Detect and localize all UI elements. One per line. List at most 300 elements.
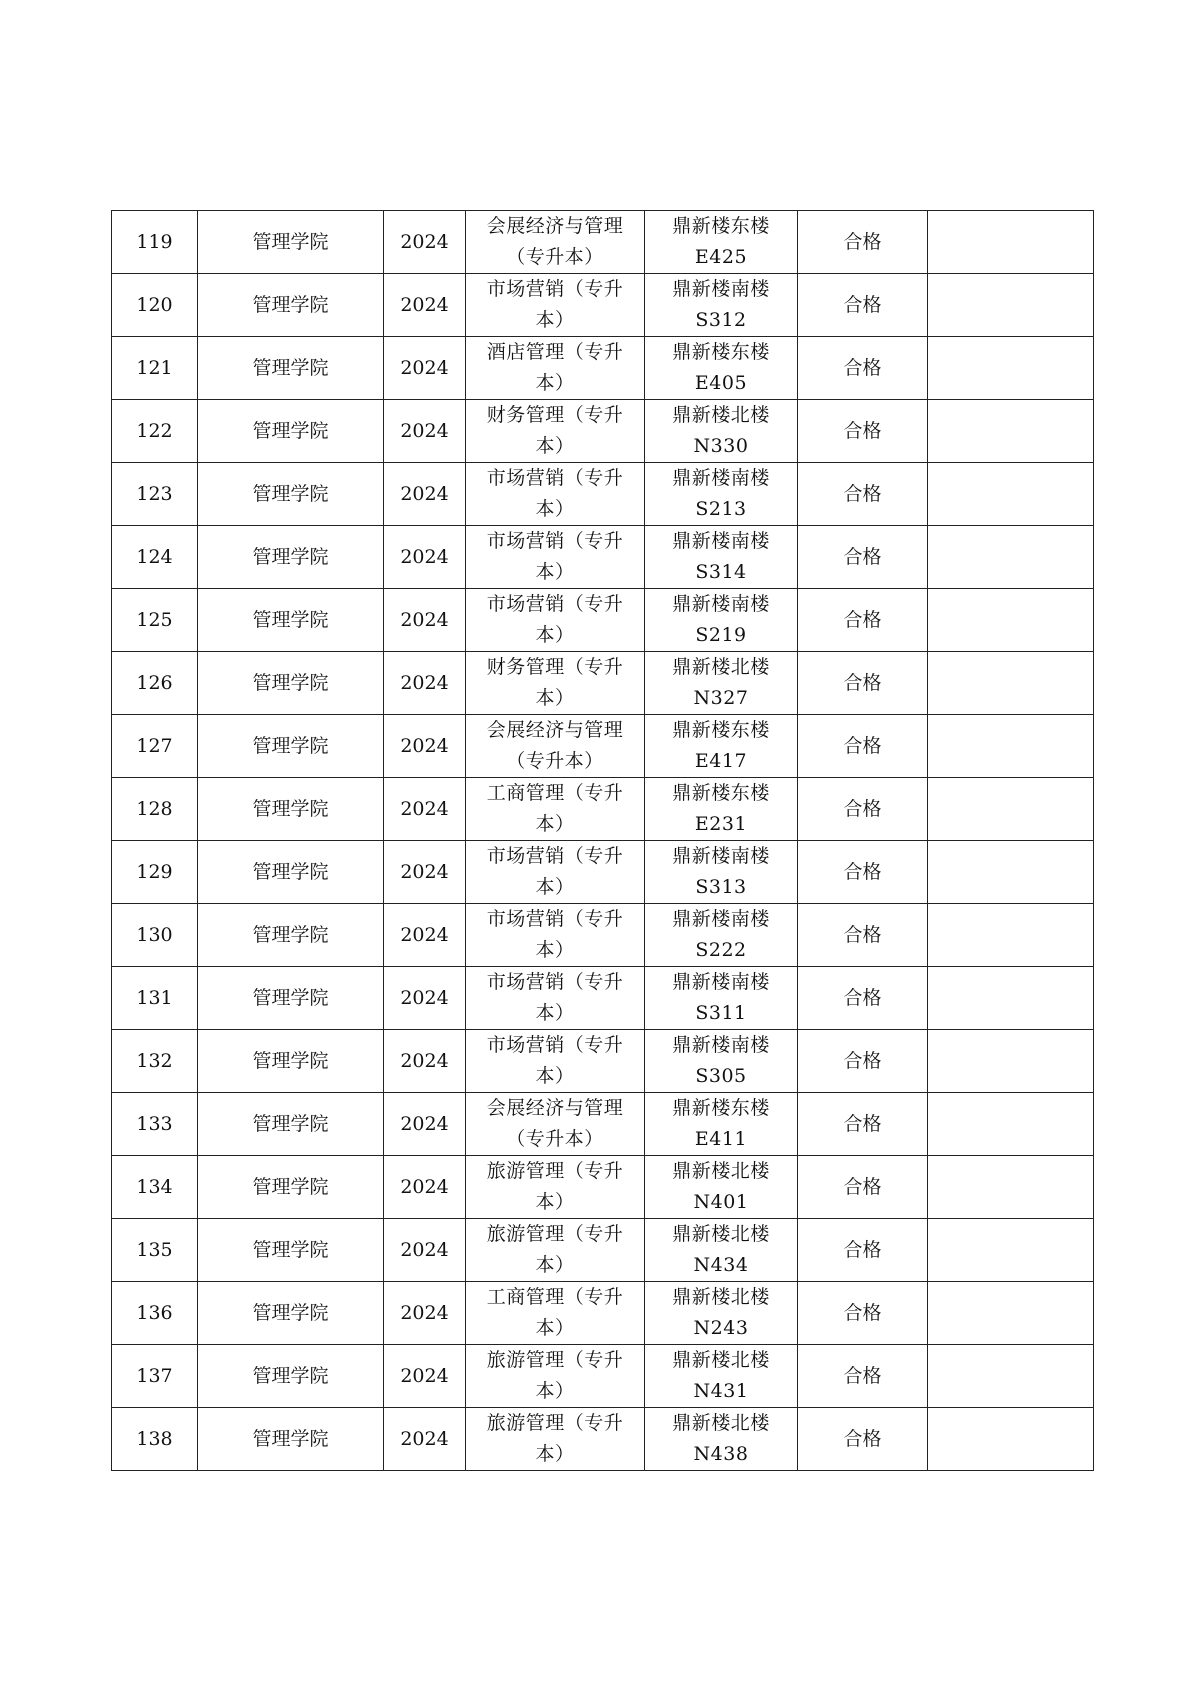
major-cell-major-l2-text: （专升本） [506, 1128, 604, 1150]
row-number-cell-no-text: 138 [136, 1427, 173, 1450]
major-cell-major-l1-text: 工商管理（专升 [486, 782, 624, 804]
row-number-cell-no-text: 136 [136, 1301, 173, 1324]
major-cell-major-l2-text: 本） [535, 435, 575, 457]
year-cell [384, 1408, 466, 1471]
dormitory-inspection-table [111, 210, 1094, 1471]
major-cell-major-l1-text: 市场营销（专升 [486, 467, 624, 489]
result-cell-result-text: 合格 [843, 797, 882, 820]
table-row [112, 463, 1094, 526]
major-cell-major-l1-text: 市场营销（专升 [486, 908, 624, 930]
row-number-cell [112, 778, 198, 841]
room-cell [645, 400, 798, 463]
major-cell-major-l2-text: 本） [535, 1002, 575, 1024]
year-cell-year-text: 2024 [400, 860, 449, 883]
year-cell-year-text: 2024 [400, 356, 449, 379]
year-cell [384, 400, 466, 463]
result-cell-result-text: 合格 [843, 671, 882, 694]
major-cell-major-l2-text: 本） [535, 372, 575, 394]
college-cell [198, 904, 384, 967]
remark-cell [928, 778, 1094, 841]
result-cell [798, 1030, 928, 1093]
row-number-cell-no-text: 131 [136, 986, 173, 1009]
remark-cell [928, 526, 1094, 589]
year-cell-year-text: 2024 [400, 1301, 449, 1324]
major-cell-major-l2-text: 本） [535, 1254, 575, 1276]
result-cell-result-text: 合格 [843, 293, 882, 316]
college-cell-college-text: 管理学院 [252, 671, 329, 694]
year-cell-year-text: 2024 [400, 419, 449, 442]
major-cell-major-l1-text: 市场营销（专升 [486, 530, 624, 552]
college-cell-college-text: 管理学院 [252, 545, 329, 568]
room-cell-building-text: 鼎新楼南楼 [672, 593, 770, 615]
room-cell-room-text: S222 [695, 939, 747, 961]
room-cell-room-text: E425 [694, 246, 748, 268]
table-row [112, 967, 1094, 1030]
college-cell-college-text: 管理学院 [252, 986, 329, 1009]
major-cell-major-l1-text: 旅游管理（专升 [486, 1412, 624, 1434]
year-cell-year-text: 2024 [400, 230, 449, 253]
row-number-cell-no-text: 128 [136, 797, 173, 820]
result-cell [798, 1282, 928, 1345]
college-cell-college-text: 管理学院 [252, 1112, 329, 1135]
major-cell [466, 904, 645, 967]
major-cell-major-l1-text: 工商管理（专升 [486, 1286, 624, 1308]
result-cell-result-text: 合格 [843, 230, 882, 253]
room-cell [645, 1282, 798, 1345]
table-row [112, 841, 1094, 904]
table-body [112, 211, 1094, 1471]
major-cell [466, 1408, 645, 1471]
table-row [112, 211, 1094, 274]
room-cell [645, 463, 798, 526]
room-cell-room-text: S312 [695, 309, 747, 331]
row-number-cell [112, 1219, 198, 1282]
major-cell [466, 1093, 645, 1156]
row-number-cell-no-text: 135 [136, 1238, 173, 1261]
table-row [112, 904, 1094, 967]
row-number-cell [112, 1408, 198, 1471]
college-cell-college-text: 管理学院 [252, 230, 329, 253]
result-cell-result-text: 合格 [843, 1112, 882, 1135]
major-cell-major-l1-text: 旅游管理（专升 [486, 1349, 624, 1371]
remark-cell [928, 463, 1094, 526]
room-cell-building-text: 鼎新楼北楼 [672, 1286, 770, 1308]
college-cell [198, 274, 384, 337]
college-cell-college-text: 管理学院 [252, 356, 329, 379]
remark-cell [928, 1156, 1094, 1219]
result-cell-result-text: 合格 [843, 923, 882, 946]
college-cell [198, 1093, 384, 1156]
major-cell-major-l1-text: 会展经济与管理 [486, 719, 624, 741]
room-cell [645, 715, 798, 778]
college-cell [198, 1408, 384, 1471]
row-number-cell-no-text: 132 [136, 1049, 173, 1072]
year-cell [384, 967, 466, 1030]
result-cell-result-text: 合格 [843, 1049, 882, 1072]
result-cell-result-text: 合格 [843, 608, 882, 631]
college-cell [198, 1219, 384, 1282]
college-cell [198, 589, 384, 652]
major-cell [466, 778, 645, 841]
row-number-cell-no-text: 127 [136, 734, 173, 757]
result-cell [798, 778, 928, 841]
remark-cell [928, 1345, 1094, 1408]
year-cell [384, 652, 466, 715]
room-cell-room-text: S313 [695, 876, 747, 898]
row-number-cell [112, 211, 198, 274]
major-cell-major-l2-text: 本） [535, 561, 575, 583]
college-cell-college-text: 管理学院 [252, 1049, 329, 1072]
year-cell-year-text: 2024 [400, 734, 449, 757]
result-cell [798, 841, 928, 904]
college-cell [198, 211, 384, 274]
result-cell [798, 589, 928, 652]
major-cell [466, 1030, 645, 1093]
year-cell-year-text: 2024 [400, 545, 449, 568]
row-number-cell [112, 589, 198, 652]
major-cell-major-l1-text: 财务管理（专升 [486, 656, 624, 678]
room-cell-building-text: 鼎新楼东楼 [672, 1097, 770, 1119]
major-cell-major-l1-text: 会展经济与管理 [486, 215, 624, 237]
result-cell-result-text: 合格 [843, 1238, 882, 1261]
row-number-cell-no-text: 122 [136, 419, 173, 442]
room-cell-room-text: S219 [695, 624, 747, 646]
row-number-cell [112, 841, 198, 904]
room-cell-building-text: 鼎新楼东楼 [672, 782, 770, 804]
table-row [112, 589, 1094, 652]
college-cell-college-text: 管理学院 [252, 608, 329, 631]
room-cell [645, 904, 798, 967]
major-cell [466, 1219, 645, 1282]
result-cell [798, 1345, 928, 1408]
remark-cell [928, 1408, 1094, 1471]
room-cell-building-text: 鼎新楼东楼 [672, 341, 770, 363]
major-cell [466, 463, 645, 526]
college-cell [198, 715, 384, 778]
major-cell-major-l2-text: 本） [535, 687, 575, 709]
major-cell-major-l1-text: 旅游管理（专升 [486, 1223, 624, 1245]
result-cell [798, 652, 928, 715]
result-cell [798, 211, 928, 274]
major-cell-major-l1-text: 会展经济与管理 [486, 1097, 624, 1119]
college-cell [198, 337, 384, 400]
room-cell-room-text: N327 [693, 687, 749, 709]
row-number-cell [112, 1093, 198, 1156]
college-cell [198, 841, 384, 904]
major-cell [466, 211, 645, 274]
major-cell [466, 1282, 645, 1345]
row-number-cell-no-text: 120 [136, 293, 173, 316]
year-cell-year-text: 2024 [400, 986, 449, 1009]
college-cell-college-text: 管理学院 [252, 860, 329, 883]
room-cell-room-text: N438 [693, 1443, 749, 1465]
result-cell-result-text: 合格 [843, 1175, 882, 1198]
college-cell [198, 778, 384, 841]
year-cell-year-text: 2024 [400, 797, 449, 820]
year-cell [384, 715, 466, 778]
result-cell-result-text: 合格 [843, 419, 882, 442]
row-number-cell-no-text: 125 [136, 608, 173, 631]
year-cell [384, 526, 466, 589]
major-cell-major-l1-text: 市场营销（专升 [486, 278, 624, 300]
room-cell-room-text: N431 [693, 1380, 749, 1402]
result-cell-result-text: 合格 [843, 1364, 882, 1387]
table-row [112, 1219, 1094, 1282]
major-cell [466, 400, 645, 463]
result-cell [798, 274, 928, 337]
row-number-cell [112, 274, 198, 337]
major-cell-major-l2-text: 本） [535, 1380, 575, 1402]
remark-cell [928, 1093, 1094, 1156]
major-cell-major-l1-text: 市场营销（专升 [486, 593, 624, 615]
major-cell-major-l1-text: 酒店管理（专升 [486, 341, 624, 363]
result-cell-result-text: 合格 [843, 734, 882, 757]
room-cell [645, 1156, 798, 1219]
room-cell [645, 337, 798, 400]
year-cell [384, 589, 466, 652]
year-cell-year-text: 2024 [400, 1427, 449, 1450]
remark-cell [928, 967, 1094, 1030]
row-number-cell [112, 1156, 198, 1219]
result-cell [798, 1408, 928, 1471]
remark-cell [928, 652, 1094, 715]
major-cell-major-l1-text: 旅游管理（专升 [486, 1160, 624, 1182]
table-row [112, 652, 1094, 715]
year-cell-year-text: 2024 [400, 1175, 449, 1198]
result-cell [798, 463, 928, 526]
major-cell [466, 526, 645, 589]
college-cell [198, 1345, 384, 1408]
year-cell [384, 1093, 466, 1156]
row-number-cell-no-text: 130 [136, 923, 173, 946]
room-cell [645, 1345, 798, 1408]
row-number-cell [112, 715, 198, 778]
result-cell [798, 1219, 928, 1282]
college-cell [198, 400, 384, 463]
major-cell-major-l2-text: 本） [535, 498, 575, 520]
row-number-cell-no-text: 126 [136, 671, 173, 694]
year-cell [384, 1030, 466, 1093]
room-cell-room-text: S311 [695, 1002, 747, 1024]
row-number-cell-no-text: 134 [136, 1175, 173, 1198]
major-cell-major-l2-text: （专升本） [506, 750, 604, 772]
room-cell-building-text: 鼎新楼南楼 [672, 971, 770, 993]
college-cell-college-text: 管理学院 [252, 734, 329, 757]
result-cell-result-text: 合格 [843, 1301, 882, 1324]
room-cell [645, 1093, 798, 1156]
row-number-cell [112, 337, 198, 400]
row-number-cell-no-text: 124 [136, 545, 173, 568]
room-cell-building-text: 鼎新楼北楼 [672, 656, 770, 678]
row-number-cell-no-text: 129 [136, 860, 173, 883]
row-number-cell [112, 1345, 198, 1408]
remark-cell [928, 715, 1094, 778]
row-number-cell-no-text: 119 [136, 230, 173, 253]
row-number-cell [112, 967, 198, 1030]
room-cell-building-text: 鼎新楼东楼 [672, 719, 770, 741]
result-cell-result-text: 合格 [843, 545, 882, 568]
room-cell-building-text: 鼎新楼北楼 [672, 1412, 770, 1434]
year-cell-year-text: 2024 [400, 1238, 449, 1261]
result-cell [798, 337, 928, 400]
room-cell-building-text: 鼎新楼北楼 [672, 1160, 770, 1182]
row-number-cell-no-text: 121 [136, 356, 173, 379]
result-cell-result-text: 合格 [843, 860, 882, 883]
table-row [112, 1030, 1094, 1093]
room-cell-building-text: 鼎新楼南楼 [672, 1034, 770, 1056]
major-cell-major-l2-text: 本） [535, 939, 575, 961]
year-cell [384, 904, 466, 967]
major-cell [466, 1345, 645, 1408]
major-cell-major-l2-text: 本） [535, 1443, 575, 1465]
row-number-cell [112, 463, 198, 526]
major-cell-major-l1-text: 市场营销（专升 [486, 1034, 624, 1056]
table-row [112, 274, 1094, 337]
major-cell-major-l1-text: 市场营销（专升 [486, 845, 624, 867]
row-number-cell-no-text: 137 [136, 1364, 173, 1387]
major-cell [466, 337, 645, 400]
major-cell [466, 967, 645, 1030]
year-cell-year-text: 2024 [400, 1049, 449, 1072]
college-cell [198, 652, 384, 715]
room-cell-room-text: E405 [694, 372, 748, 394]
room-cell-room-text: E411 [694, 1128, 748, 1150]
college-cell [198, 967, 384, 1030]
row-number-cell [112, 1282, 198, 1345]
result-cell [798, 904, 928, 967]
table-row [112, 1282, 1094, 1345]
result-cell [798, 715, 928, 778]
room-cell [645, 526, 798, 589]
room-cell-room-text: N330 [693, 435, 749, 457]
year-cell [384, 274, 466, 337]
row-number-cell [112, 652, 198, 715]
remark-cell [928, 1219, 1094, 1282]
room-cell-room-text: E417 [694, 750, 748, 772]
row-number-cell-no-text: 133 [136, 1112, 173, 1135]
result-cell [798, 1093, 928, 1156]
major-cell [466, 841, 645, 904]
room-cell-building-text: 鼎新楼北楼 [672, 1349, 770, 1371]
remark-cell [928, 400, 1094, 463]
result-cell-result-text: 合格 [843, 356, 882, 379]
room-cell-building-text: 鼎新楼南楼 [672, 530, 770, 552]
college-cell [198, 1156, 384, 1219]
room-cell-room-text: E231 [694, 813, 748, 835]
room-cell [645, 841, 798, 904]
college-cell [198, 463, 384, 526]
major-cell [466, 589, 645, 652]
major-cell-major-l2-text: 本） [535, 1191, 575, 1213]
major-cell [466, 652, 645, 715]
table-row [112, 337, 1094, 400]
table-row [112, 715, 1094, 778]
year-cell [384, 211, 466, 274]
result-cell-result-text: 合格 [843, 482, 882, 505]
college-cell [198, 1282, 384, 1345]
college-cell-college-text: 管理学院 [252, 1301, 329, 1324]
table-row [112, 1156, 1094, 1219]
room-cell [645, 1030, 798, 1093]
year-cell [384, 1156, 466, 1219]
year-cell-year-text: 2024 [400, 608, 449, 631]
row-number-cell [112, 1030, 198, 1093]
remark-cell [928, 274, 1094, 337]
room-cell-building-text: 鼎新楼南楼 [672, 467, 770, 489]
room-cell-room-text: N401 [693, 1191, 749, 1213]
room-cell [645, 1219, 798, 1282]
row-number-cell [112, 526, 198, 589]
college-cell-college-text: 管理学院 [252, 1175, 329, 1198]
year-cell [384, 337, 466, 400]
year-cell-year-text: 2024 [400, 1112, 449, 1135]
remark-cell [928, 841, 1094, 904]
college-cell [198, 526, 384, 589]
year-cell [384, 1282, 466, 1345]
college-cell-college-text: 管理学院 [252, 293, 329, 316]
room-cell-building-text: 鼎新楼南楼 [672, 845, 770, 867]
year-cell-year-text: 2024 [400, 923, 449, 946]
room-cell-room-text: S305 [695, 1065, 747, 1087]
table-row [112, 400, 1094, 463]
room-cell [645, 1408, 798, 1471]
table-row [112, 1408, 1094, 1471]
table-row [112, 1345, 1094, 1408]
result-cell [798, 400, 928, 463]
room-cell-room-text: N243 [693, 1317, 749, 1339]
table-row [112, 526, 1094, 589]
college-cell [198, 1030, 384, 1093]
remark-cell [928, 1030, 1094, 1093]
room-cell-building-text: 鼎新楼东楼 [672, 215, 770, 237]
room-cell [645, 274, 798, 337]
row-number-cell [112, 904, 198, 967]
row-number-cell-no-text: 123 [136, 482, 173, 505]
major-cell-major-l2-text: 本） [535, 1065, 575, 1087]
year-cell [384, 1345, 466, 1408]
room-cell [645, 589, 798, 652]
year-cell [384, 1219, 466, 1282]
college-cell-college-text: 管理学院 [252, 797, 329, 820]
major-cell-major-l2-text: （专升本） [506, 246, 604, 268]
college-cell-college-text: 管理学院 [252, 419, 329, 442]
year-cell-year-text: 2024 [400, 1364, 449, 1387]
table-row [112, 1093, 1094, 1156]
year-cell-year-text: 2024 [400, 293, 449, 316]
major-cell [466, 715, 645, 778]
room-cell [645, 967, 798, 1030]
room-cell-building-text: 鼎新楼北楼 [672, 404, 770, 426]
year-cell [384, 778, 466, 841]
year-cell-year-text: 2024 [400, 671, 449, 694]
remark-cell [928, 1282, 1094, 1345]
room-cell-room-text: S314 [695, 561, 747, 583]
room-cell-building-text: 鼎新楼北楼 [672, 1223, 770, 1245]
major-cell-major-l2-text: 本） [535, 876, 575, 898]
result-cell [798, 526, 928, 589]
room-cell [645, 778, 798, 841]
remark-cell [928, 589, 1094, 652]
room-cell-building-text: 鼎新楼南楼 [672, 278, 770, 300]
remark-cell [928, 904, 1094, 967]
remark-cell [928, 337, 1094, 400]
result-cell [798, 1156, 928, 1219]
room-cell [645, 652, 798, 715]
room-cell-room-text: S213 [695, 498, 747, 520]
room-cell-room-text: N434 [693, 1254, 749, 1276]
row-number-cell [112, 400, 198, 463]
result-cell-result-text: 合格 [843, 986, 882, 1009]
